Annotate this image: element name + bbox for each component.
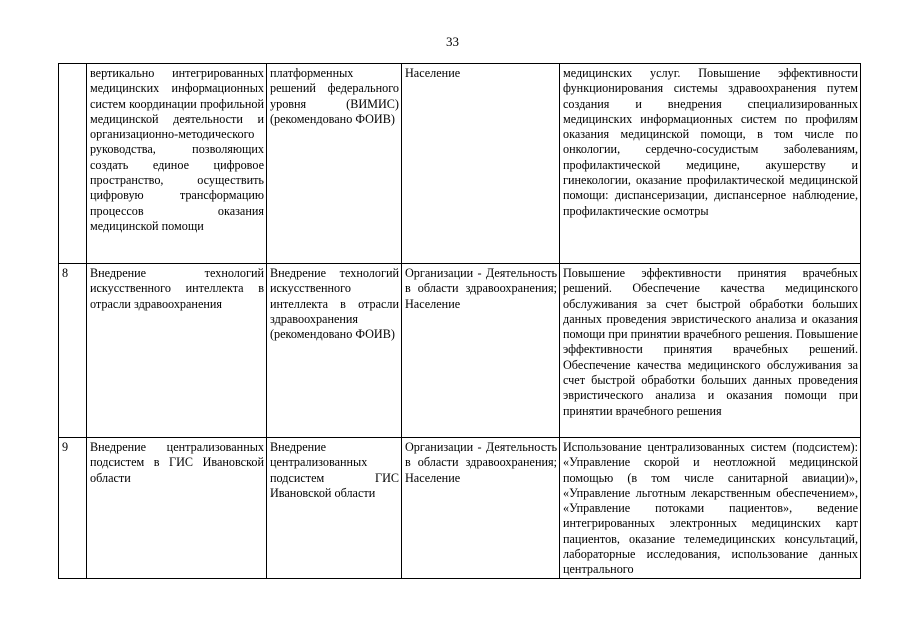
users-cell: Организации - Деятельность в области здравоохранения; Население [402,264,560,438]
platform-cell: Внедрение технологий искусственного интеллекта в отрасли здравоохранения (рекомендовано ФОИВ) [267,264,402,438]
row-number-cell: 9 [59,438,87,579]
table-row [59,264,861,438]
measure-cell: Внедрение централизованных подсистем в ГИС Ивановской области [87,438,267,579]
row-number-cell: 8 [59,264,87,438]
platform-cell: Внедрение централизованных подсистем ГИС Ивановской области [267,438,402,579]
effect-cell: медицинских услуг. Повышение эффективности функционирования системы здравоохранения путем создания и внедрения специализированных медицинских информационных систем по профилям оказания медицинской помощи, в том числе по онкологии, сердечно-сосудистым заболеваниям, профилактической медицине, акушерству и гинекологии, оказание профилактической медицинской помощи: диспансеризации, диспансерное наблюдение, профилактические осмотры [560,64,861,264]
effect-cell: Использование централизованных систем (подсистем): «Управление скорой и неотложной медицинской помощью (в том числе санитарной авиации)», «Управление льготным лекарственным обеспечением», «Управление потоками пациентов», ведение интегрированных электронных медицинских карт пациентов, оказание телемедицинских консультаций, лабораторные исследования, использование данных центрального [560,438,861,579]
table-row [59,64,861,264]
measure-cell: вертикально интегрированных медицинских информационных систем координации профильной медицинской деятельности и организационно-методического руководства, позволяющих создать единое цифровое пространство, осуществить цифровую трансформацию процессов оказания медицинской помощи [87,64,267,264]
page-number: 33 [446,34,459,49]
measures-table [58,63,861,579]
row-number-cell [59,64,87,264]
effect-cell: Повышение эффективности принятия врачебных решений. Обеспечение качества медицинского обслуживания за счет быстрой обработки больших данных проведения эвристического анализа и оказания помощи при принятии врачебного решения. Повышение эффективности принятия врачебных решений. Обеспечение качества медицинского обслуживания за счет быстрой обработки больших данных проведения эвристического анализа и оказания помощи при принятии врачебного решения [560,264,861,438]
table-row [59,438,861,579]
users-cell: Организации - Деятельность в области здравоохранения; Население [402,438,560,579]
measure-cell: Внедрение технологий искусственного интеллекта в отрасли здравоохранения [87,264,267,438]
users-cell: Население [402,64,560,264]
platform-cell: платформенных решений федерального уровня (ВИМИС) (рекомендовано ФОИВ) [267,64,402,264]
